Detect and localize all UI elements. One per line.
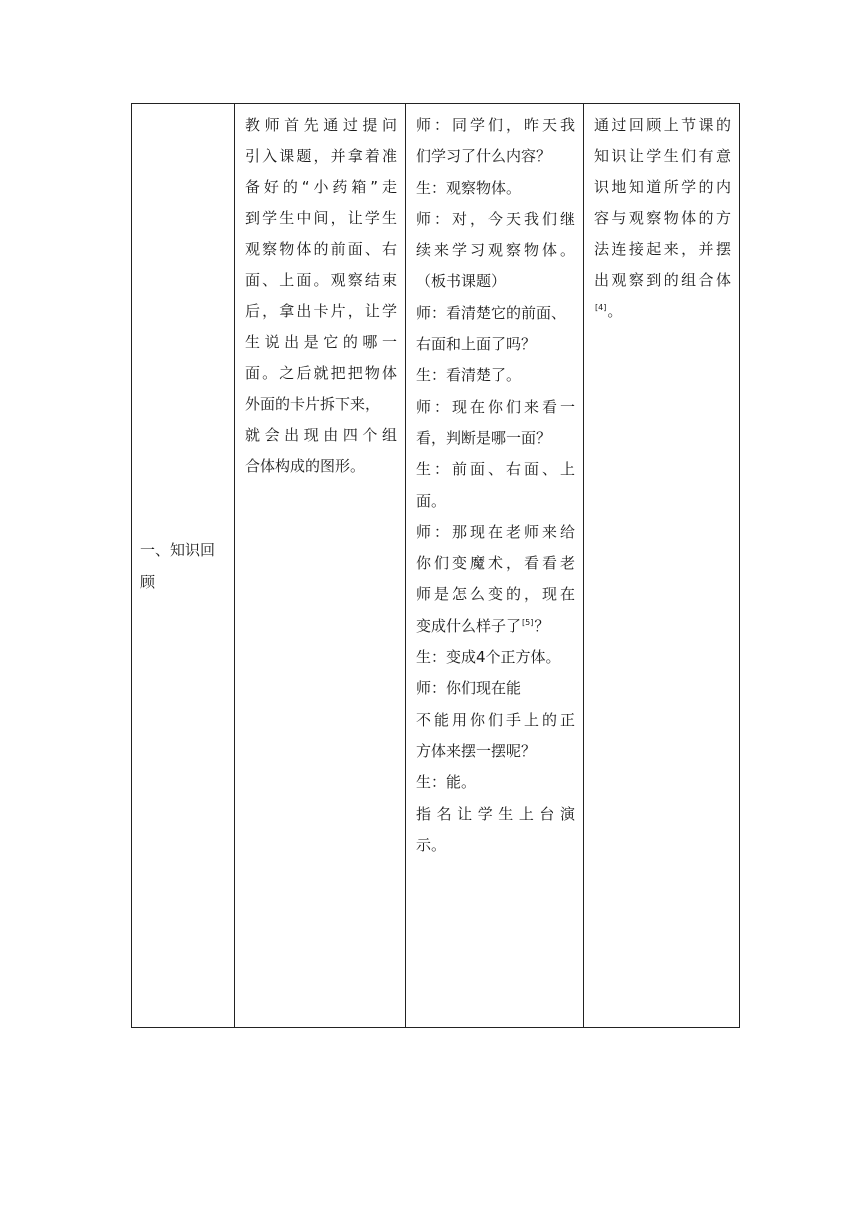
dialogue-line-with-citation bbox=[416, 611, 575, 642]
dialogue-line: 方体来摆一摆呢？ bbox=[416, 741, 537, 760]
intent-line-with-citation bbox=[594, 296, 731, 327]
dialogue-cell bbox=[406, 104, 584, 1028]
text-line: 合体构成的图形。 bbox=[245, 457, 366, 475]
dialogue-line: 师：同学们，昨天我 bbox=[416, 116, 575, 134]
dialogue-line: 们学习了什么内容？ bbox=[416, 147, 552, 166]
text-line: 面、上面。观察结束 bbox=[245, 271, 397, 289]
dialogue-line: 生：前面、右面、上 bbox=[416, 460, 575, 479]
text-line: 后，拿出卡片，让学 bbox=[245, 302, 397, 320]
dialogue-line: 生：看清楚了。 bbox=[416, 366, 522, 385]
section-title: 一、知识回顾 bbox=[140, 540, 216, 591]
design-intent-text bbox=[584, 104, 739, 327]
text-line: 生说出是它的哪一 bbox=[245, 333, 397, 351]
intent-line: 容与观察物体的方 bbox=[594, 209, 731, 227]
dialogue-line: 师：现在你们来看一 bbox=[416, 397, 575, 416]
table-row bbox=[132, 104, 740, 1028]
dialogue-line: 你们变魔术，看看老 bbox=[416, 554, 575, 573]
design-intent-cell bbox=[584, 104, 740, 1028]
text-line: 备好的“小药箱”走 bbox=[245, 178, 397, 196]
text-line: 外面的卡片拆下来， bbox=[245, 395, 381, 413]
dialogue-line: 师：对，今天我们继 bbox=[416, 209, 575, 228]
dialogue-line: 师：你们现在能 bbox=[416, 679, 522, 698]
dialogue-line: 师是怎么变的，现在 bbox=[416, 585, 575, 604]
dialogue-line: 师：那现在老师来给 bbox=[416, 522, 575, 541]
teacher-activity-cell bbox=[235, 104, 406, 1028]
dialogue-line: 生：变成4个正方体。 bbox=[416, 648, 561, 667]
dialogue-line: 看，判断是哪一面？ bbox=[416, 428, 552, 447]
text-line: 教师首先通过提问 bbox=[245, 116, 397, 134]
section-title-cell bbox=[132, 104, 235, 1028]
dialogue-line-tail: ？ bbox=[534, 616, 550, 635]
dialogue-line: （板书课题） bbox=[416, 272, 507, 291]
dialogue-line: 右面和上面了吗？ bbox=[416, 335, 537, 354]
text-line: 观察物体的前面、右 bbox=[245, 240, 397, 258]
lesson-plan-table bbox=[131, 103, 740, 1028]
text-line: 到学生中间，让学生 bbox=[245, 209, 397, 227]
intent-line: 通过回顾上节课的 bbox=[594, 116, 731, 134]
text-line: 面。之后就把把物体 bbox=[245, 364, 397, 382]
dialogue-line-text: 变成什么样子了 bbox=[416, 616, 522, 635]
dialogue-line: 生：观察物体。 bbox=[416, 178, 522, 197]
teacher-activity-text bbox=[235, 104, 405, 482]
dialogue-line: 指名让学生上台演 bbox=[416, 804, 575, 823]
intent-line: 知识让学生们有意 bbox=[594, 147, 731, 165]
intent-line-tail: 。 bbox=[607, 302, 623, 320]
text-line: 引入课题，并拿着准 bbox=[245, 147, 397, 165]
text-line: 就会出现由四个组 bbox=[245, 426, 397, 444]
dialogue-line: 不能用你们手上的正 bbox=[416, 710, 575, 729]
intent-line: 出观察到的组合体 bbox=[594, 271, 731, 289]
dialogue-text bbox=[406, 104, 583, 861]
citation-5: [5] bbox=[522, 617, 534, 627]
intent-line: 法连接起来，并摆 bbox=[594, 240, 731, 258]
dialogue-line: 生：能。 bbox=[416, 773, 477, 792]
dialogue-line: 师：看清楚它的前面、 bbox=[416, 303, 567, 322]
dialogue-line: 示。 bbox=[416, 835, 447, 854]
dialogue-line: 面。 bbox=[416, 491, 447, 510]
intent-line: 识地知道所学的内 bbox=[594, 178, 731, 196]
dialogue-line: 续来学习观察物体。 bbox=[416, 241, 575, 260]
citation-4: [4] bbox=[595, 303, 607, 312]
